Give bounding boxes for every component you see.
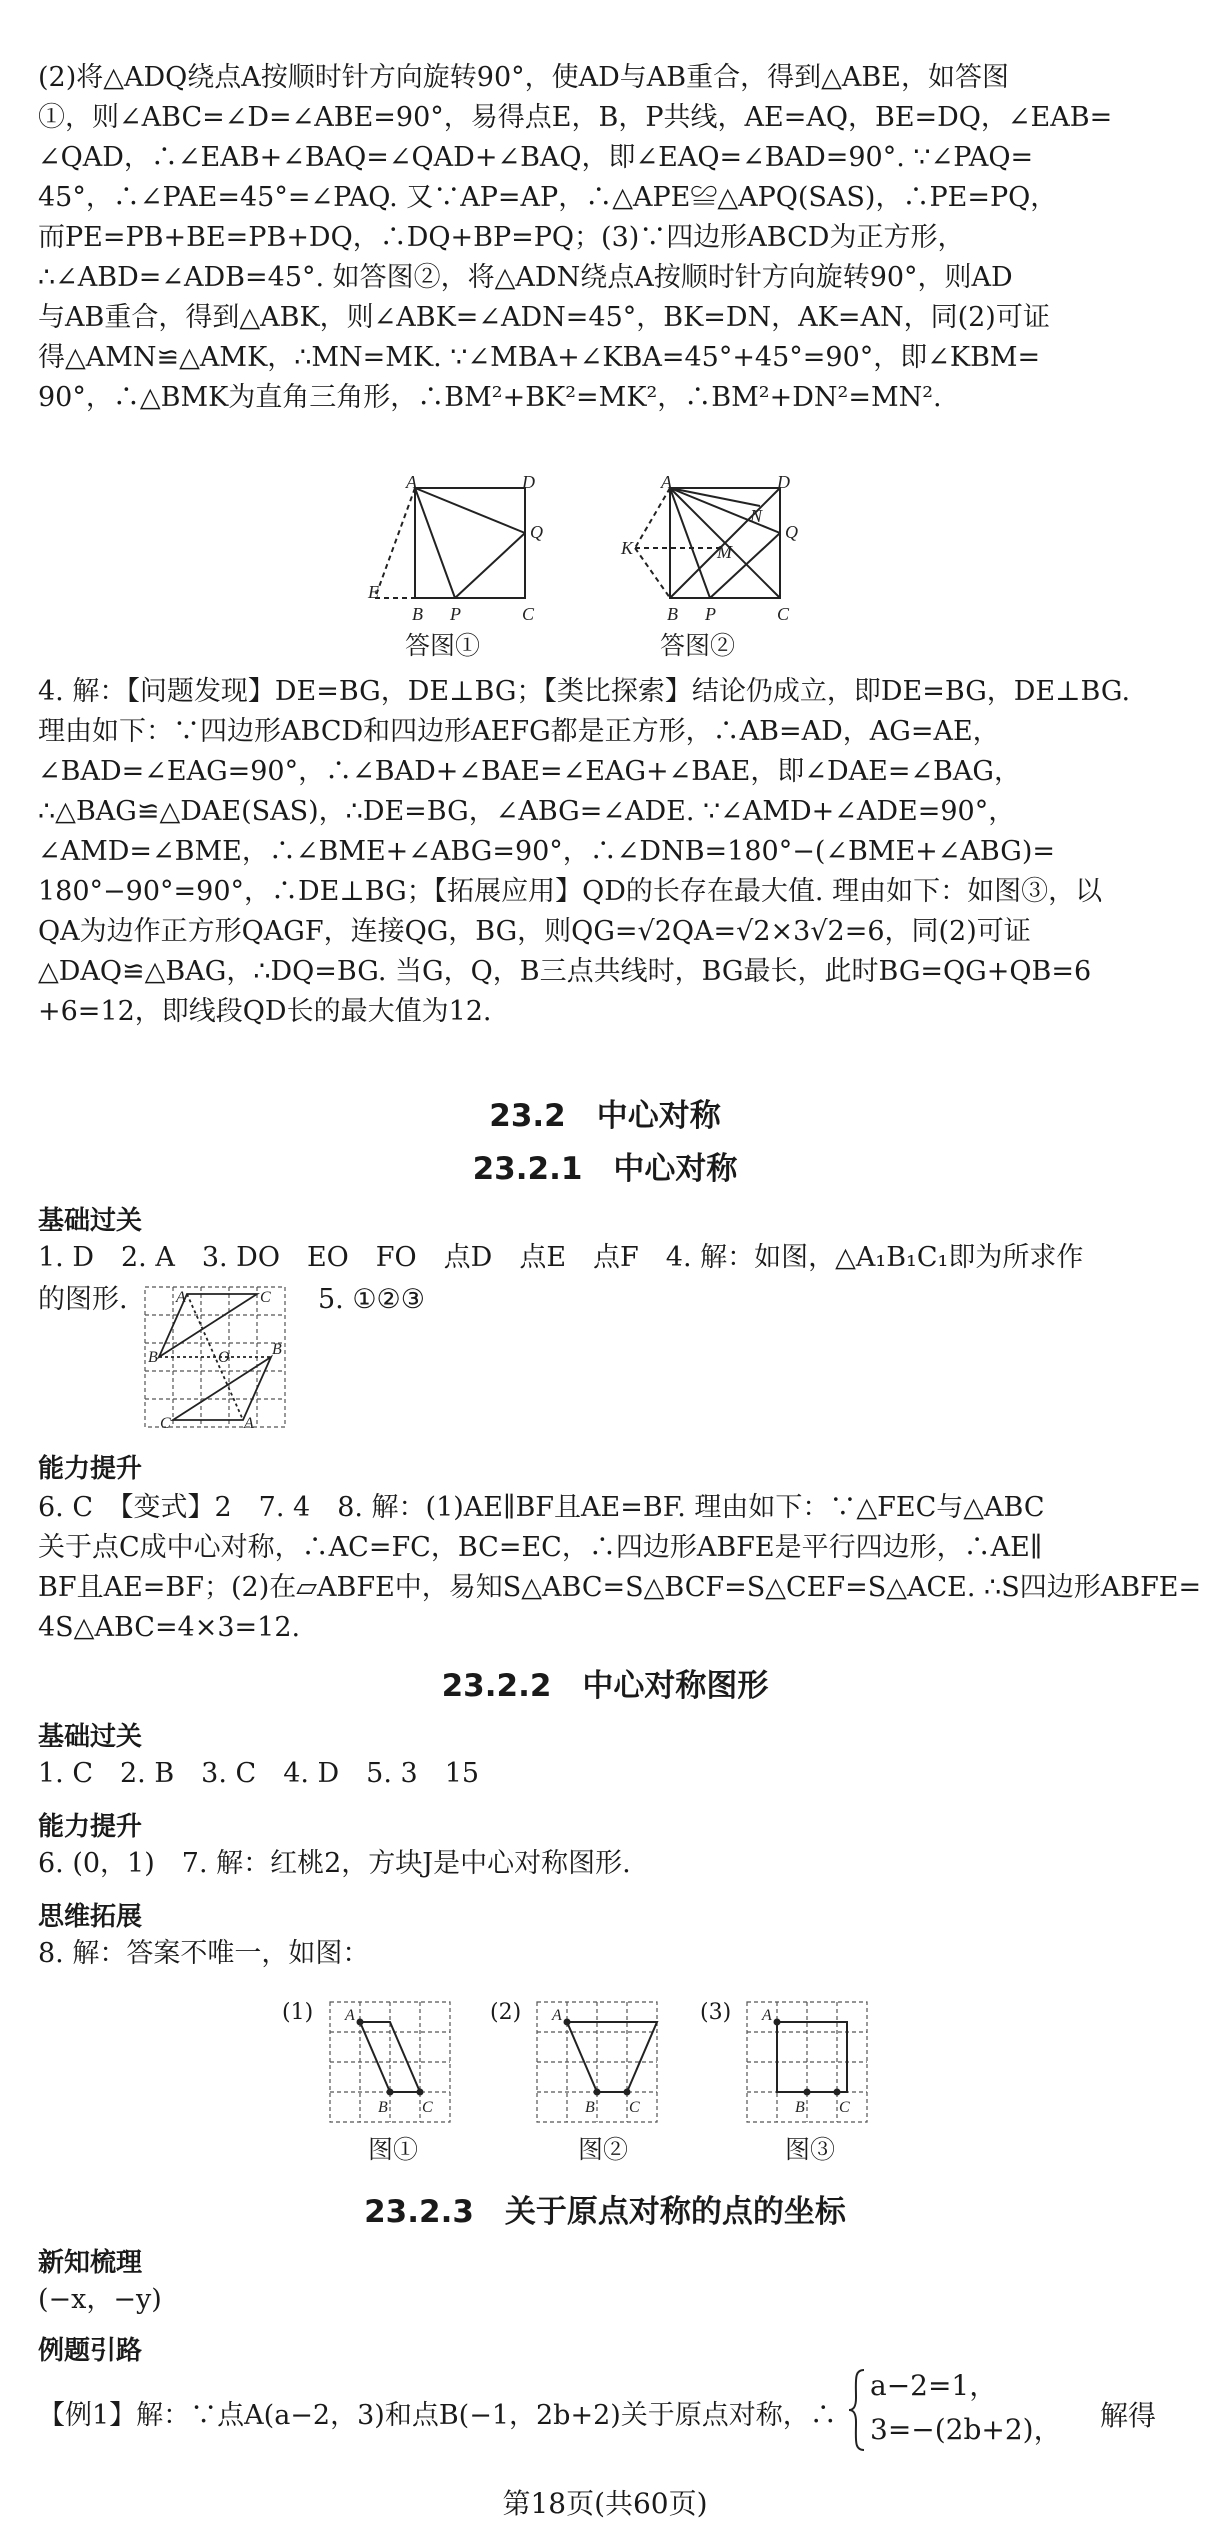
point-label: A	[661, 472, 672, 492]
point-label: B	[378, 2099, 388, 2116]
text-line: 45°，∴∠PAE=45°=∠PAQ. 又∵AP=AP，∴△APE≌△APQ(SAS)，∴PE=PQ，	[38, 182, 1058, 213]
figure-caption: 答图②	[660, 631, 736, 660]
fig-number: (3)	[700, 2000, 732, 2025]
point-label: C	[160, 1415, 171, 1432]
text-line: 得△AMN≌△AMK，∴MN=MK. ∵∠MBA+∠KBA=45°+45°=90°，即∠KBM=	[38, 342, 1041, 373]
point-label: Q	[530, 522, 543, 542]
point-label: P	[705, 604, 716, 624]
subsection-thinking: 思维拓展	[38, 1902, 143, 1932]
subsection-ability: 能力提升	[38, 1454, 143, 1484]
text-line: 5. ①②③	[318, 1284, 425, 1315]
point-label: A	[406, 472, 417, 492]
text-line: ∴∠ABD=∠ADB=45°. 如答图②，将△ADN绕点A按顺时针方向旋转90°，则AD	[38, 262, 1013, 293]
point-label: O	[218, 1349, 230, 1366]
basic-answers-2	[38, 1754, 1172, 1794]
text-line: ∠AMD=∠BME，∴∠BME+∠ABG=90°，∴∠DNB=180°−(∠BME+∠ABG)=	[38, 836, 1055, 867]
text-line: QA为边作正方形QAGF，连接QG，BG，则QG=√2QA=√2×3√2=6，同(2)可证	[38, 916, 1031, 947]
section-heading-23-2-3: 23.2.3 关于原点对称的点的坐标	[364, 2194, 846, 2230]
thinking-answer-8	[38, 1934, 1172, 1974]
text-line: 而PE=PB+BE=PB+DQ，∴DQ+BP=PQ；(3)∵四边形ABCD为正方形，	[38, 222, 965, 253]
point-label: N	[750, 506, 763, 526]
answer-figure-1	[368, 472, 550, 638]
figure-caption: 图③	[785, 2135, 836, 2164]
text-line: 6. (0，1) 7. 解：红桃2，方块J是中心对称图形.	[38, 1848, 631, 1879]
text-line: 关于点C成中心对称，∴AC=FC，BC=EC，∴四边形ABFE是平行四边形，∴AE∥	[38, 1532, 1043, 1563]
equation-line: a−2=1，	[870, 2369, 998, 2402]
point-label: A	[176, 1289, 186, 1306]
point-label: C	[629, 2099, 640, 2116]
fig-number: (2)	[490, 2000, 522, 2025]
answer-5	[318, 1280, 518, 1320]
point-label: D	[777, 472, 790, 492]
solution-paragraph-2-3	[38, 58, 1172, 418]
text-line: 1. C 2. B 3. C 4. D 5. 3 15	[38, 1758, 480, 1789]
text-line: 【例1】解：∵点A(a−2，3)和点B(−1，2b+2)关于原点对称，∴	[38, 2400, 837, 2431]
point-label: B	[148, 1349, 158, 1366]
figure-caption: 答图①	[405, 631, 481, 660]
text-line: 90°，∴△BMK为直角三角形，∴BM²+BK²=MK²，∴BM²+DN²=MN².	[38, 382, 942, 413]
point-label: D	[522, 472, 535, 492]
point-label: B	[272, 1341, 282, 1358]
subsection-basic: 基础过关	[38, 1722, 143, 1752]
point-label: A	[244, 1415, 254, 1432]
text-line: 4S△ABC=4×3=12.	[38, 1612, 301, 1643]
point-label: B	[412, 604, 423, 624]
equation-line: 3=−(2b+2)，	[870, 2413, 1062, 2446]
ability-answers-2	[38, 1844, 1172, 1884]
new-knowledge-answer	[38, 2280, 1172, 2320]
point-label: C	[777, 604, 790, 624]
subsection-new-knowledge: 新知梳理	[38, 2248, 143, 2278]
point-label: C	[522, 604, 535, 624]
point-label: A	[762, 2007, 772, 2024]
point-label: P	[450, 604, 461, 624]
brace-icon	[846, 2368, 868, 2452]
solution-paragraph-4	[38, 672, 1172, 1032]
subsection-basic: 基础过关	[38, 1206, 143, 1236]
small-grid-figure-1	[328, 2000, 452, 2124]
section-heading-23-2-1: 23.2.1 中心对称	[472, 1151, 738, 1187]
text-line: 与AB重合，得到△ABK，则∠ABK=∠ADN=45°，BK=DN，AK=AN，同(2)可证	[38, 302, 1050, 333]
point-label: B	[795, 2099, 805, 2116]
point-label: K	[621, 538, 634, 558]
point-label: B	[585, 2099, 595, 2116]
text-line: BF且AE=BF；(2)在▱ABFE中，易知S△ABC=S△BCF=S△CEF=S△ACE. ∴S四边形ABFE=	[38, 1572, 1202, 1603]
text-line: 8. 解：答案不唯一，如图：	[38, 1938, 370, 1969]
ability-answers-1	[38, 1488, 1202, 1648]
solve-label: 解得	[1100, 2399, 1157, 2432]
small-grid-figure-3	[745, 2000, 869, 2124]
text-line: 理由如下：∵四边形ABCD和四边形AEFG都是正方形，∴AB=AD，AG=AE，	[38, 716, 1000, 747]
section-heading-23-2-2: 23.2.2 中心对称图形	[441, 1668, 769, 1704]
point-label: A	[345, 2007, 355, 2024]
point-label: Q	[785, 522, 798, 542]
answer-figure-2	[621, 472, 805, 638]
point-label: M	[717, 542, 732, 562]
text-line: 180°−90°=90°，∴DE⊥BG；【拓展应用】QD的长存在最大值. 理由如下：如图③，以	[38, 876, 1103, 907]
text-line: 6. C 【变式】2 7. 4 8. 解：(1)AE∥BF且AE=BF. 理由如下：∵△FEC与△ABC	[38, 1492, 1045, 1523]
text-line: △DAQ≌△BAG，∴DQ=BG. 当G，Q，B三点共线时，BG最长，此时BG=QG+QB=6	[38, 956, 1092, 987]
text-line: 的图形.	[38, 1284, 128, 1315]
point-label: B	[667, 604, 678, 624]
text-line: (2)将△ADQ绕点A按顺时针方向旋转90°，使AD与AB重合，得到△ABE，如答图	[38, 62, 1009, 93]
section-heading-23-2: 23.2 中心对称	[489, 1098, 721, 1134]
figure-caption: 图①	[368, 2135, 419, 2164]
text-line: +6=12，即线段QD长的最大值为12.	[38, 996, 492, 1027]
text-line: ∠BAD=∠EAG=90°，∴∠BAD+∠BAE=∠EAG+∠BAE，即∠DAE=∠BAG，	[38, 756, 1021, 787]
figure-caption: 图②	[578, 2135, 629, 2164]
example-1-text	[38, 2396, 858, 2436]
text-line: ∴△BAG≌△DAE(SAS)，∴DE=BG，∠ABG=∠ADE. ∵∠AMD+∠ADE=90°，	[38, 796, 1016, 827]
page-footer: 第18页(共60页)	[502, 2487, 708, 2520]
point-label: C	[422, 2099, 433, 2116]
subsection-example: 例题引路	[38, 2336, 143, 2366]
text-line: (−x，−y)	[38, 2284, 162, 2315]
subsection-ability: 能力提升	[38, 1812, 143, 1842]
point-label: A	[552, 2007, 562, 2024]
text-line: 1. D 2. A 3. DO EO FO 点D 点E 点F 4. 解：如图，△A₁B₁C₁即为所求作	[38, 1242, 1084, 1273]
grid-figure-q4	[140, 1282, 290, 1434]
point-label: C	[260, 1289, 271, 1306]
text-line: ∠QAD，∴∠EAB+∠BAQ=∠QAD+∠BAQ，即∠EAQ=∠BAD=90°. ∵∠PAQ=	[38, 142, 1034, 173]
text-line: 4. 解：【问题发现】DE=BG，DE⊥BG；【类比探索】结论仍成立，即DE=BG，DE⊥BG.	[38, 676, 1131, 707]
text-line: ①，则∠ABC=∠D=∠ABE=90°，易得点E，B，P共线，AE=AQ，BE=DQ，∠EAB=	[38, 102, 1113, 133]
small-grid-figure-2	[535, 2000, 659, 2124]
basic-answers-1	[38, 1238, 1172, 1278]
point-label: E	[368, 582, 379, 602]
point-label: C	[839, 2099, 850, 2116]
fig-number: (1)	[282, 2000, 314, 2025]
